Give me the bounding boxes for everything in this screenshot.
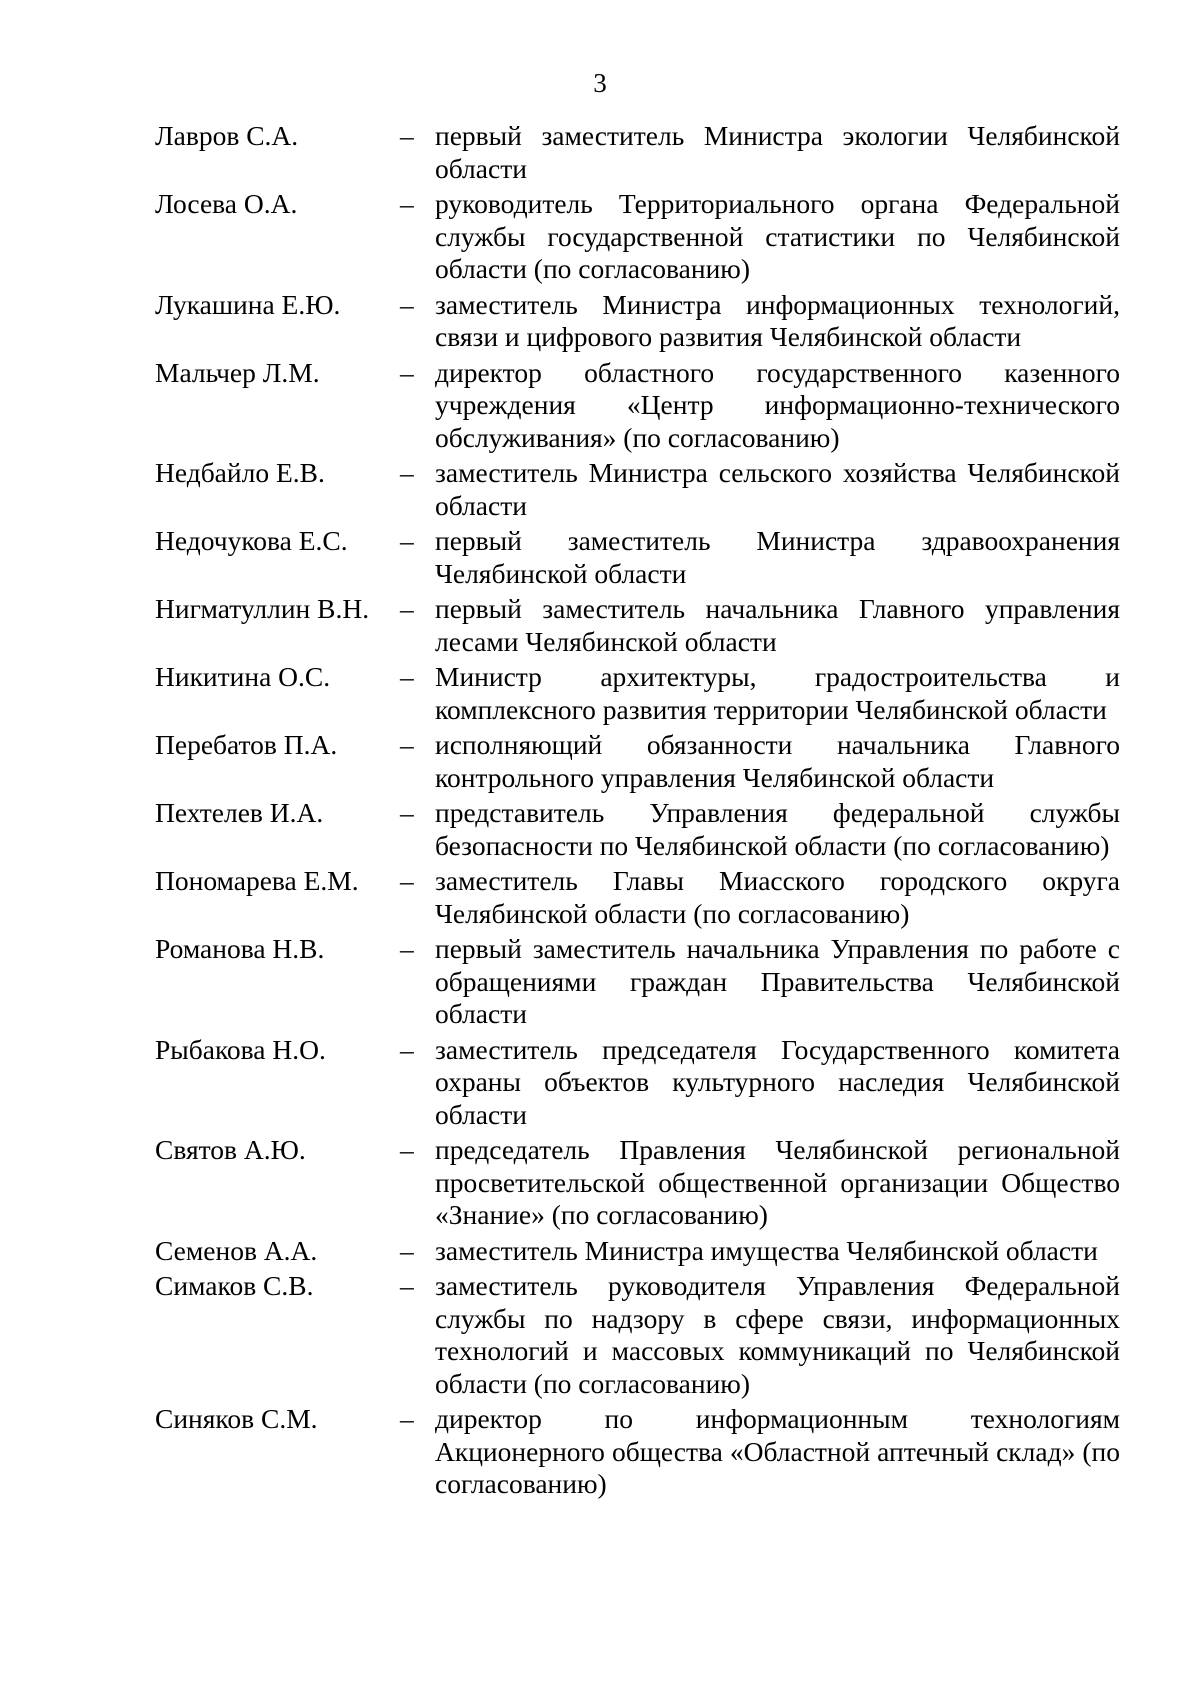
list-item bbox=[155, 1134, 1120, 1232]
member-position: заместитель председателя Государственного комитета охраны объектов культурного наследия Челябинской области bbox=[435, 1033, 1120, 1130]
member-name: Никитина О.С. bbox=[155, 661, 331, 692]
members-list bbox=[155, 120, 1120, 1504]
member-position: директор областного государственного казенного учреждения «Центр информационно-технического обслуживания» (по согласованию) bbox=[435, 356, 1120, 453]
dash-separator: – bbox=[400, 1403, 414, 1434]
member-name: Симаков С.В. bbox=[155, 1270, 314, 1301]
dash-separator: – bbox=[400, 1234, 414, 1266]
list-item bbox=[155, 1403, 1120, 1501]
list-item bbox=[155, 1270, 1120, 1400]
member-position: руководитель Территориального органа Федеральной службы государственной статистики по Челябинской области (по согласованию) bbox=[435, 188, 1120, 284]
dash-separator: – bbox=[400, 457, 414, 488]
member-position: заместитель Министра информационных технологий, связи и цифрового развития Челябинской области bbox=[435, 288, 1120, 352]
member-name: Мальчер Л.М. bbox=[155, 356, 320, 388]
dash-separator: – bbox=[400, 1033, 414, 1065]
list-item bbox=[155, 188, 1120, 286]
member-name: Лукашина Е.Ю. bbox=[155, 288, 341, 320]
list-item bbox=[155, 457, 1120, 522]
member-position: заместитель Министра имущества Челябинской области bbox=[435, 1234, 1098, 1266]
member-position: председатель Правления Челябинской региональной просветительской общественной организации Общество «Знание» (по согласованию) bbox=[435, 1134, 1120, 1230]
member-name: Романова Н.В. bbox=[155, 933, 325, 964]
member-name: Святов А.Ю. bbox=[155, 1134, 306, 1165]
member-name: Лавров С.А. bbox=[155, 120, 299, 151]
dash-separator: – bbox=[400, 933, 414, 964]
list-item bbox=[155, 120, 1120, 185]
list-item bbox=[155, 865, 1120, 930]
member-position: заместитель Министра сельского хозяйства Челябинской области bbox=[435, 457, 1120, 521]
list-item bbox=[155, 289, 1120, 354]
member-position: исполняющий обязанности начальника Главного контрольного управления Челябинской области bbox=[435, 729, 1120, 793]
dash-separator: – bbox=[400, 1270, 414, 1301]
dash-separator: – bbox=[400, 729, 414, 760]
member-position: заместитель Главы Миасского городского округа Челябинской области (по согласованию) bbox=[435, 865, 1120, 929]
dash-separator: – bbox=[400, 288, 414, 320]
member-name: Пономарева Е.М. bbox=[155, 865, 359, 896]
list-item bbox=[155, 661, 1120, 726]
member-name: Недбайло Е.В. bbox=[155, 457, 325, 488]
member-name: Семенов А.А. bbox=[155, 1234, 318, 1266]
member-name: Пехтелев И.А. bbox=[155, 797, 324, 828]
member-name: Перебатов П.А. bbox=[155, 729, 338, 760]
member-position: Министр архитектуры, градостроительства и комплексного развития территории Челябинской области bbox=[435, 661, 1120, 725]
member-position: первый заместитель начальника Главного управления лесами Челябинской области bbox=[435, 593, 1120, 657]
dash-separator: – bbox=[400, 797, 414, 828]
page-number: 3 bbox=[593, 68, 607, 98]
dash-separator: – bbox=[400, 356, 414, 388]
list-item bbox=[155, 933, 1120, 1031]
member-position: заместитель руководителя Управления Федеральной службы по надзору в сфере связи, информационных технологий и массовых коммуникаций по Челябинской области (по согласованию) bbox=[435, 1270, 1120, 1399]
dash-separator: – bbox=[400, 593, 414, 624]
dash-separator: – bbox=[400, 188, 414, 219]
member-name: Рыбакова Н.О. bbox=[155, 1033, 326, 1065]
dash-separator: – bbox=[400, 525, 414, 556]
member-position: директор по информационным технологиям Акционерного общества «Областной аптечный склад» (по согласованию) bbox=[435, 1403, 1120, 1499]
list-item bbox=[155, 593, 1120, 658]
list-item bbox=[155, 525, 1120, 590]
dash-separator: – bbox=[400, 120, 414, 151]
member-name: Недочукова Е.С. bbox=[155, 525, 348, 556]
member-name: Лосева О.А. bbox=[155, 188, 298, 219]
list-item bbox=[155, 1034, 1120, 1132]
list-item bbox=[155, 729, 1120, 794]
member-position: первый заместитель Министра экологии Челябинской области bbox=[435, 120, 1120, 184]
member-name: Нигматуллин В.Н. bbox=[155, 593, 370, 624]
member-name: Синяков С.М. bbox=[155, 1403, 318, 1434]
dash-separator: – bbox=[400, 1134, 414, 1165]
dash-separator: – bbox=[400, 661, 414, 692]
member-position: первый заместитель Министра здравоохранения Челябинской области bbox=[435, 525, 1120, 589]
member-position: представитель Управления федеральной службы безопасности по Челябинской области (по согласованию) bbox=[435, 797, 1120, 861]
member-position: первый заместитель начальника Управления по работе с обращениями граждан Правительства Челябинской области bbox=[435, 933, 1120, 1029]
list-item bbox=[155, 357, 1120, 455]
list-item bbox=[155, 797, 1120, 862]
list-item bbox=[155, 1235, 1120, 1268]
dash-separator: – bbox=[400, 865, 414, 896]
